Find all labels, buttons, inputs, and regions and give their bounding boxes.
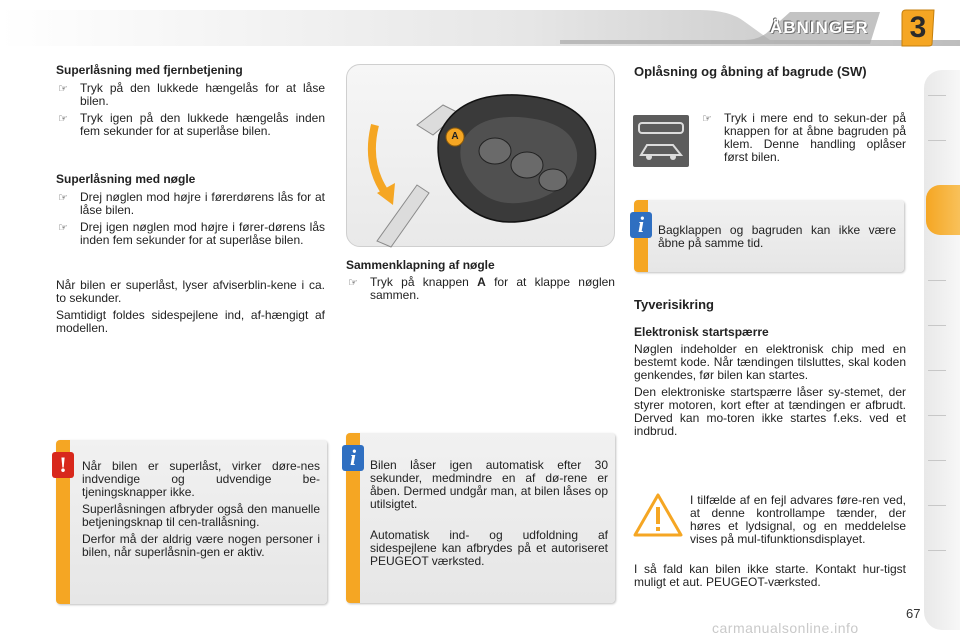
pointing-hand-icon: ☞ (58, 221, 68, 234)
warning-triangle-icon (632, 492, 684, 538)
anti-theft-heading: Tyverisikring (634, 297, 714, 312)
paragraph: Nøglen indeholder en elektronisk chip med en bestemt kode. Når tændingen tilsluttes, skal koden genkendes, før bilen kan startes. (634, 342, 906, 382)
fault-action-text: I så fald kan bilen ikke starte. Kontakt hur-tigst muligt et aut. PEUGEOT-værksted. (634, 562, 906, 589)
tab-divider (928, 280, 946, 281)
tab-divider (928, 460, 946, 461)
paragraph: Den elektroniske startspærre låser sy-stemet, der styrer motoren, kort efter at tændingen er afbrudt. Derved kan mo-toren ikke startes f.eks. ved et indbrud. (634, 385, 906, 438)
remote-superlock-heading: Superlåsning med fjernbetjening (56, 63, 243, 77)
immobiliser-section (634, 325, 906, 438)
warning-text: Superlåsningen afbryder også den manuelle betjeningsknap til cen-trallåsning. (82, 502, 320, 529)
bullet-item: ☞ Drej igen nøglen mod højre i fører-dørens lås inden fem sekunder for at superlåse bilen. (58, 220, 325, 247)
info-note (346, 433, 615, 603)
paragraph: Når bilen er superlåst, lyser afviserblin-kene i ca. to sekunder. (56, 278, 325, 305)
bullet-item: ☞ Tryk i mere end to sekun-der på knappen for at åbne bagruden på klem. Denne handling oplåser først bilen. (702, 111, 906, 164)
info-icon: i (630, 212, 652, 238)
chapter-tab-active[interactable] (926, 185, 960, 235)
info-text: Bagklappen og bagruden kan ikke være åbne på samme tid. (658, 223, 896, 250)
fold-section (346, 258, 615, 302)
bullet-item: ☞ Drej nøglen mod højre i førerdørens lås for at låse bilen. (58, 190, 325, 217)
bullet-item: ☞ Tryk igen på den lukkede hængelås inden fem sekunder for at superlåse bilen. (58, 111, 325, 138)
key-superlock-heading: Superlåsning med nøgle (56, 172, 196, 186)
info-icon: i (342, 445, 364, 471)
chapter-title: ÅBNINGER (770, 18, 869, 37)
info-text: Automatisk ind- og udfoldning af sidespejlene kan afbrydes på et autoriseret PEUGEOT værksted. (370, 528, 608, 568)
left-column (56, 63, 325, 335)
remote-key-graphic (347, 65, 616, 248)
watermark: carmanualsonline.info (712, 620, 859, 636)
tab-divider (928, 550, 946, 551)
tab-divider (928, 370, 946, 371)
rear-window-heading: Oplåsning og åbning af bagrude (SW) (634, 64, 867, 79)
info-text: Bilen låser igen automatisk efter 30 sekunder, medmindre en af dø-rene er åben. Dermed undgår man, at bilen låses op utilsigtet. (370, 458, 608, 511)
tab-divider (928, 505, 946, 506)
pointing-hand-icon: ☞ (58, 112, 68, 125)
fault-warning-text: I tilfælde af en fejl advares føre-ren ved, at denne kontrollampe tænder, der høres et lydsignal, og en meddelelse vises på mul-tifunktionsdisplayet. (690, 493, 906, 546)
tab-divider (928, 415, 946, 416)
bullet-item: ☞ Tryk på knappen A for at klappe nøglen sammen. (348, 275, 615, 302)
chapter-tab-strip (924, 70, 960, 630)
fold-heading: Sammenklapning af nøgle (346, 258, 495, 272)
chapter-number: 3 (909, 11, 927, 44)
button-a-label: A (451, 131, 459, 142)
warning-icon: ! (52, 452, 74, 478)
paragraph: Samtidigt foldes sidespejlene ind, af-hængigt af modellen. (56, 308, 325, 335)
warning-note (56, 440, 327, 604)
tab-divider (928, 95, 946, 96)
bullet-item: ☞ Tryk på den lukkede hængelås for at låse bilen. (58, 81, 325, 108)
pointing-hand-icon: ☞ (348, 276, 358, 289)
pointing-hand-icon: ☞ (58, 82, 68, 95)
warning-text: Derfor må der aldrig være nogen personer i bilen, når superlåsnin-gen er aktiv. (82, 532, 320, 559)
immobiliser-heading: Elektronisk startspærre (634, 325, 769, 339)
tab-divider (928, 140, 946, 141)
warning-text: Når bilen er superlåst, virker døre-nes indvendige og udvendige be-tjeningsknapper ikke. (82, 459, 320, 499)
pointing-hand-icon: ☞ (702, 112, 712, 125)
page-number: 67 (906, 606, 921, 621)
tab-divider (928, 325, 946, 326)
pointing-hand-icon: ☞ (58, 191, 68, 204)
rear-window-button-icon (633, 115, 689, 167)
key-illustration (346, 64, 615, 247)
info-note (634, 200, 904, 272)
